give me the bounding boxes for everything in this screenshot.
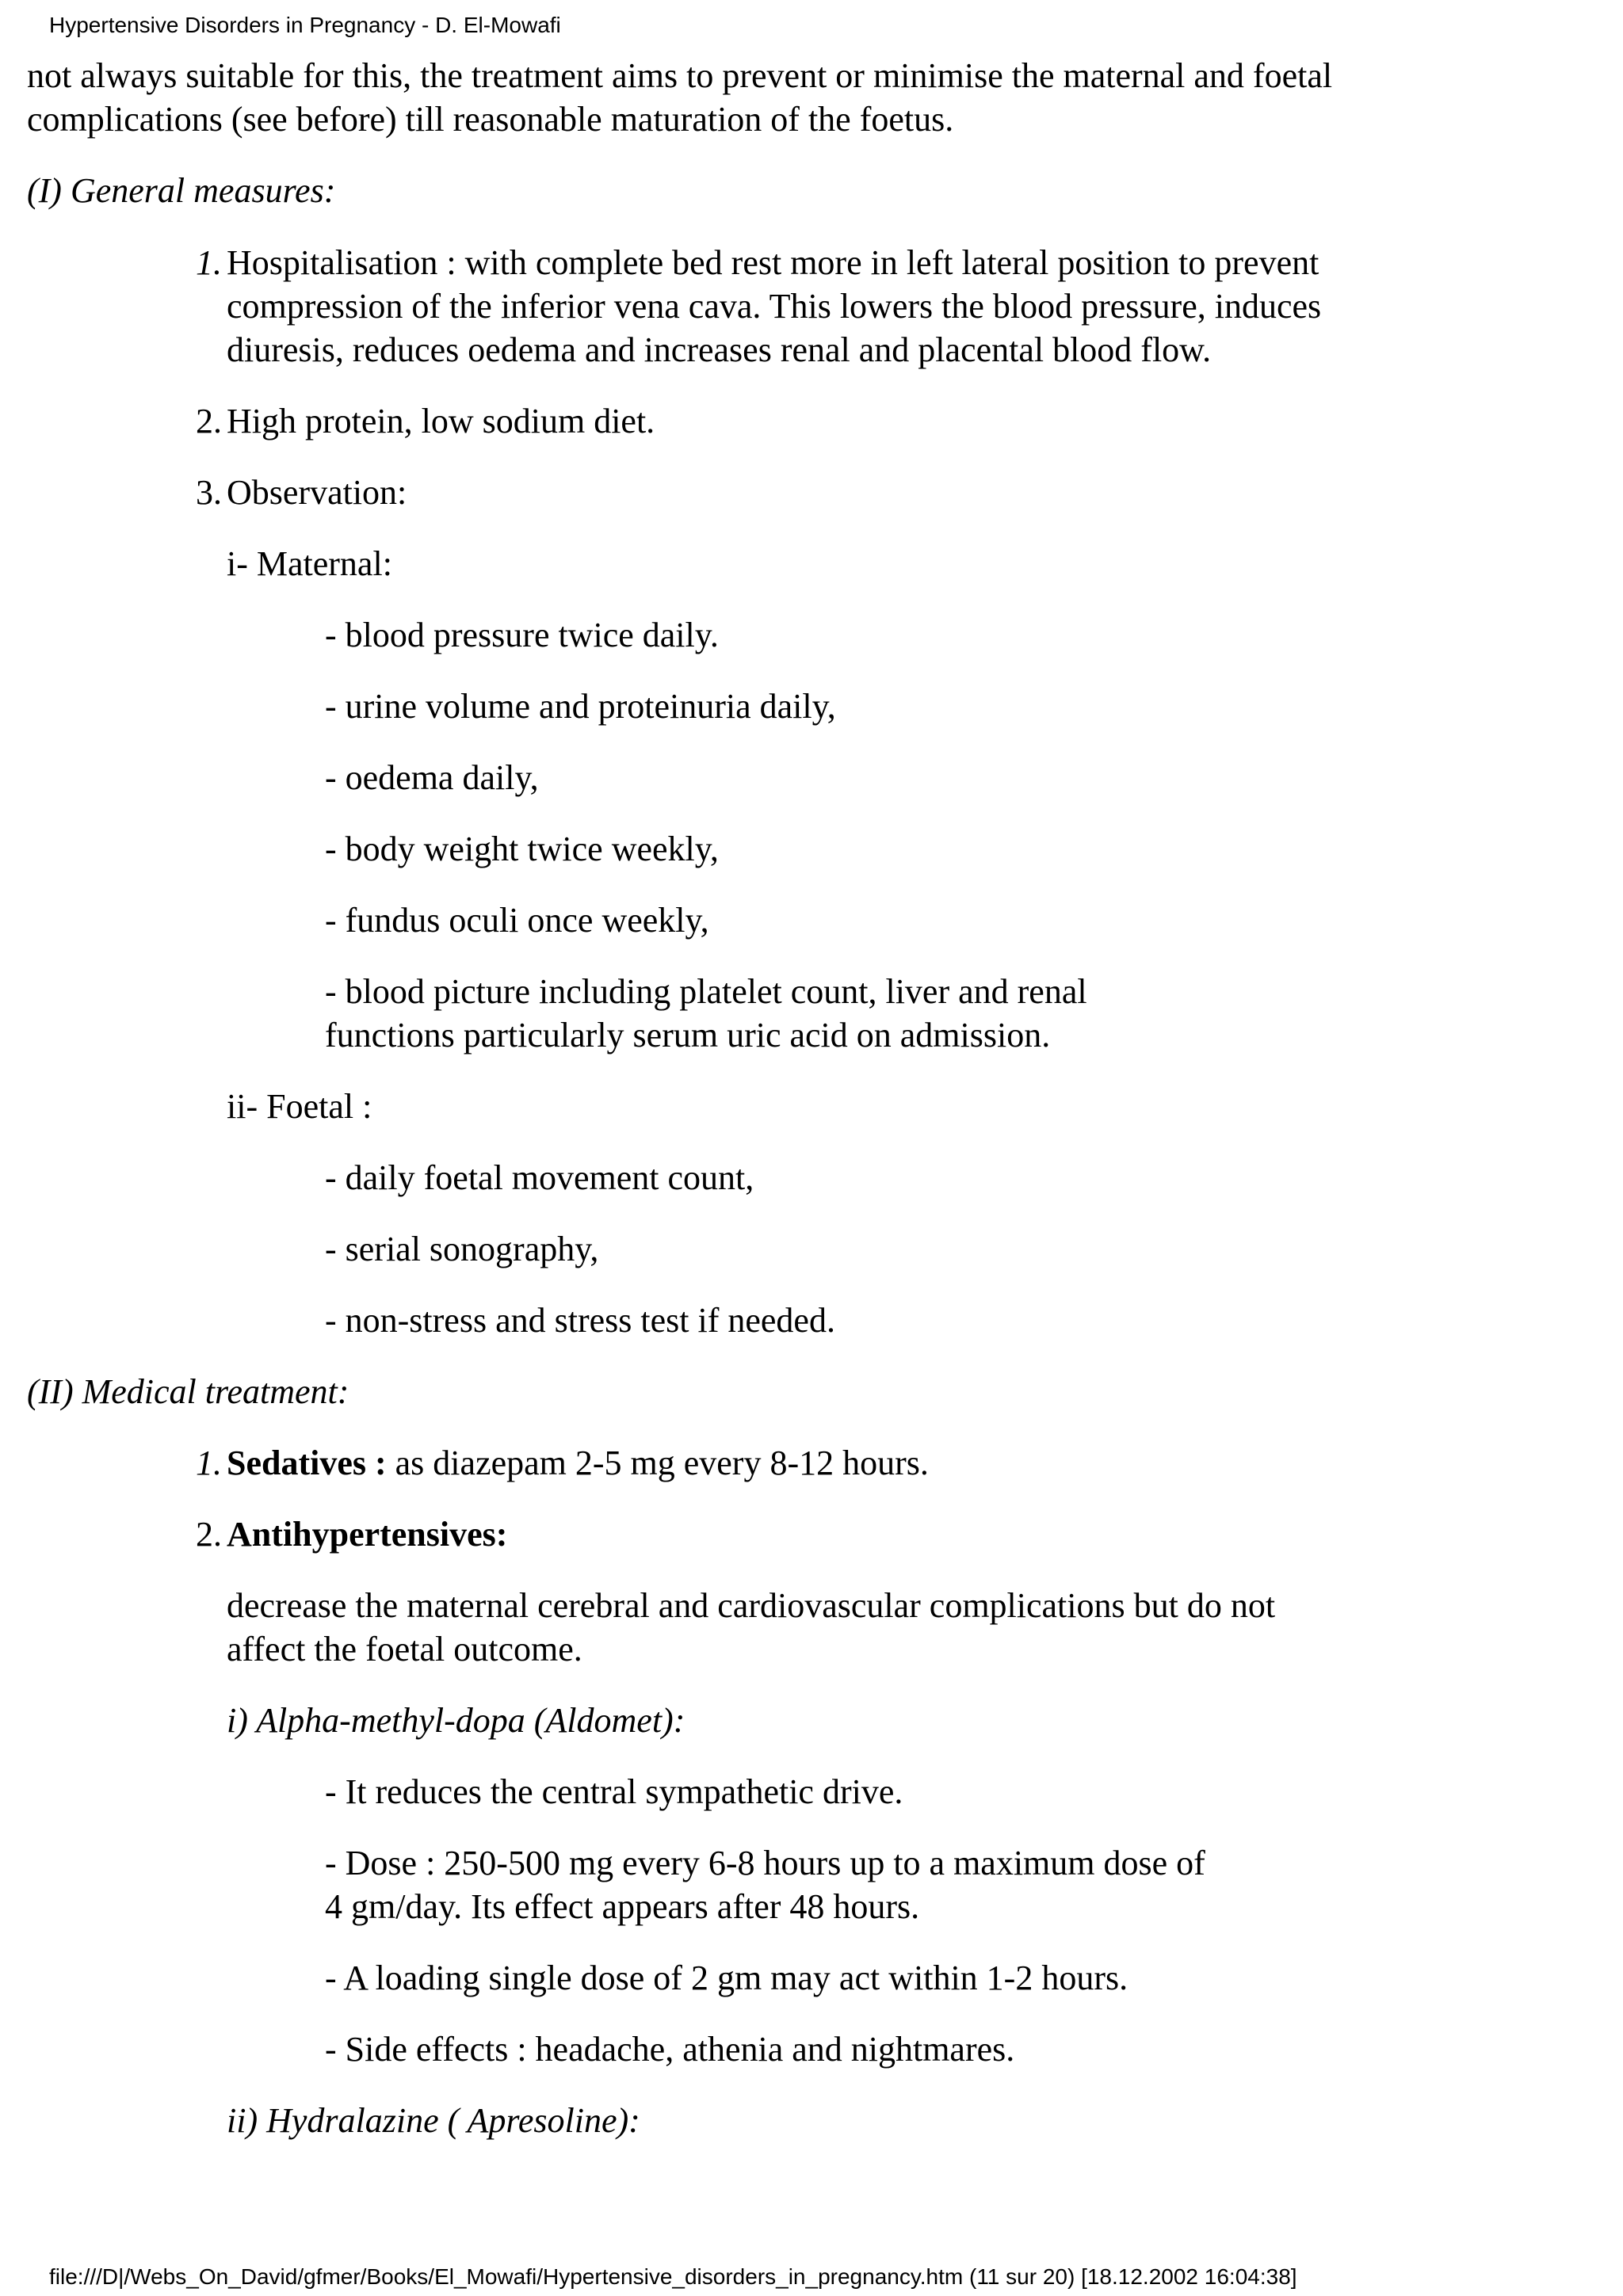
maternal-item: - fundus oculi once weekly, — [325, 901, 709, 940]
list-number: 2. — [196, 1515, 222, 1554]
foetal-item: - non-stress and stress test if needed. — [325, 1301, 835, 1340]
maternal-item: functions particularly serum uric acid on admission. — [325, 1016, 1051, 1055]
intro-line: complications (see before) till reasonable maturation of the foetus. — [27, 100, 954, 139]
list-item-text — [227, 1441, 929, 1485]
section-heading-general: (I) General measures: — [27, 171, 336, 210]
aldomet-item: 4 gm/day. Its effect appears after 48 hours. — [325, 1887, 920, 1926]
page-footer-url: file:///D|/Webs_On_David/gfmer/Books/El_Mowafi/Hypertensive_disorders_in_pregnancy.htm (11 sur 20) [18.12.2002 16:04:38] — [49, 2264, 1297, 2289]
list-item-text: compression of the inferior vena cava. This lowers the blood pressure, induces — [227, 287, 1322, 326]
list-item-observation — [174, 471, 222, 514]
aldomet-item: - It reduces the central sympathetic drive. — [325, 1772, 903, 1811]
list-number: 3. — [196, 473, 222, 512]
term-antihypertensives: Antihypertensives: — [227, 1515, 508, 1554]
section-heading-medical: (II) Medical treatment: — [27, 1372, 349, 1411]
list-number: 1. — [196, 243, 222, 282]
maternal-item: - body weight twice weekly, — [325, 830, 719, 868]
maternal-item: - oedema daily, — [325, 758, 539, 797]
list-item-diet — [174, 399, 222, 443]
antihypertensives-desc: decrease the maternal cerebral and cardiovascular complications but do not — [227, 1586, 1276, 1625]
list-number: 2. — [196, 402, 222, 441]
term-sedatives: Sedatives : — [227, 1444, 387, 1482]
subheading-foetal: ii- Foetal : — [227, 1087, 372, 1126]
page-header: Hypertensive Disorders in Pregnancy - D. El-Mowafi — [49, 13, 561, 37]
antihypertensives-desc: affect the foetal outcome. — [227, 1630, 582, 1669]
list-number: 1. — [196, 1444, 222, 1482]
list-item-text: High protein, low sodium diet. — [227, 402, 655, 441]
sedatives-text: as diazepam 2-5 mg every 8-12 hours. — [386, 1444, 929, 1482]
list-item-text: Hospitalisation : with complete bed rest more in left lateral position to prevent — [227, 243, 1319, 282]
list-item-text: Observation: — [227, 473, 407, 512]
list-item-antihypertensives — [174, 1512, 222, 1556]
maternal-item: - urine volume and proteinuria daily, — [325, 687, 836, 726]
maternal-item: - blood pressure twice daily. — [325, 616, 719, 654]
subheading-maternal: i- Maternal: — [227, 544, 392, 583]
maternal-item: - blood picture including platelet count, liver and renal — [325, 972, 1087, 1011]
aldomet-item: - A loading single dose of 2 gm may act within 1-2 hours. — [325, 1958, 1128, 1997]
aldomet-item: - Side effects : headache, athenia and nightmares. — [325, 2030, 1015, 2069]
subheading-aldomet: i) Alpha-methyl-dopa (Aldomet): — [227, 1701, 685, 1740]
list-item-sedatives — [174, 1441, 222, 1485]
aldomet-item: - Dose : 250-500 mg every 6-8 hours up to a maximum dose of — [325, 1844, 1205, 1882]
subheading-hydralazine: ii) Hydralazine ( Apresoline): — [227, 2101, 640, 2140]
intro-line: not always suitable for this, the treatment aims to prevent or minimise the maternal and foetal — [27, 56, 1333, 95]
foetal-item: - serial sonography, — [325, 1230, 599, 1268]
list-item-text: diuresis, reduces oedema and increases renal and placental blood flow. — [227, 330, 1212, 369]
foetal-item: - daily foetal movement count, — [325, 1158, 754, 1197]
list-item-hospitalisation — [174, 241, 222, 284]
